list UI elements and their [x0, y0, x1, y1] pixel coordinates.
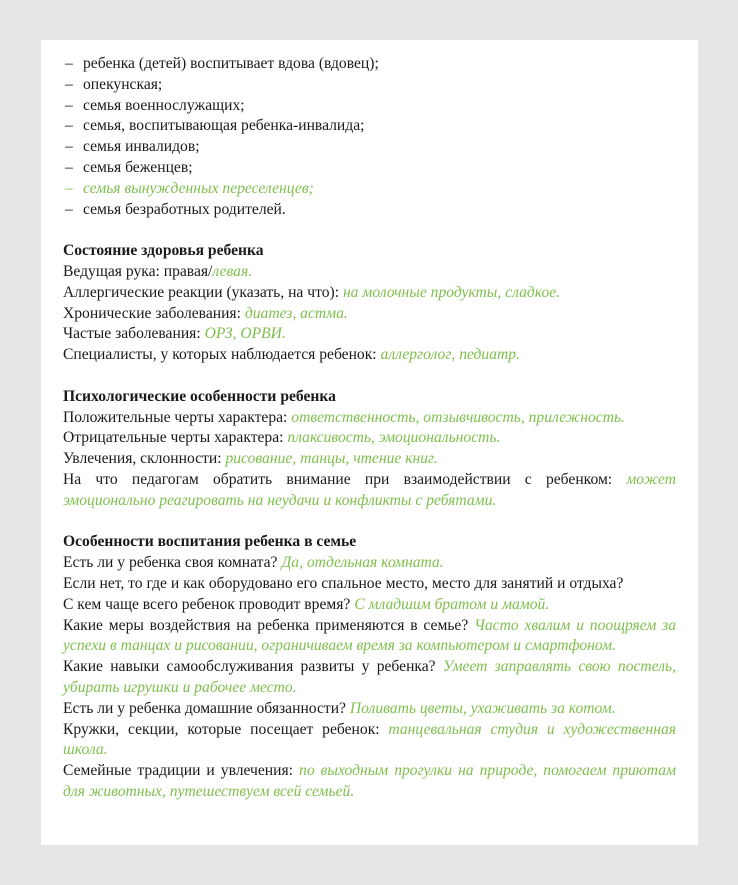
- dash-marker: –: [65, 55, 73, 72]
- field-answer: Да, отдельная комната.: [281, 554, 444, 572]
- field-answer: С младшим братом и мамой.: [354, 595, 550, 613]
- field-answer: ОРЗ, ОРВИ.: [204, 325, 286, 343]
- form-row: [63, 616, 676, 658]
- form-row: [63, 574, 676, 595]
- dash-marker: –: [65, 138, 73, 156]
- form-row: [63, 699, 676, 720]
- dash-marker: –: [65, 158, 73, 176]
- list-item-text: семья инвалидов;: [83, 138, 200, 156]
- dash-marker: –: [65, 75, 73, 93]
- field-label: Есть ли у ребенка домашние обязанности?: [63, 699, 350, 717]
- upbringing-section: [63, 532, 676, 802]
- field-label: На что педагогам обратить внимание при взаимодействии с ребенком:: [63, 470, 627, 488]
- psychology-section: [63, 387, 676, 512]
- form-row: [63, 345, 676, 366]
- list-item: [63, 158, 676, 179]
- field-answer: рисование, танцы, чтение книг.: [225, 450, 438, 468]
- list-item-text: семья военнослужащих;: [83, 96, 245, 114]
- field-answer: может эмоционально реагировать на неудачи и конфликты с ребятами.: [63, 470, 676, 509]
- field-label: Аллергические реакции (указать, на что):: [63, 283, 343, 301]
- form-row: [63, 283, 676, 304]
- field-label: Ведущая рука: правая/: [63, 262, 213, 280]
- family-type-list: [63, 54, 676, 220]
- list-item: [63, 200, 676, 221]
- field-label: Отрицательные черты характера:: [63, 429, 288, 447]
- field-answer: Умеет заправлять свою постель, убирать игрушки и рабочее место.: [63, 658, 677, 696]
- list-item-text: семья безработных родителей.: [83, 200, 286, 218]
- dash-marker: –: [65, 96, 73, 114]
- list-item: [63, 96, 676, 117]
- field-label: С кем чаще всего ребенок проводит время?: [63, 595, 355, 613]
- form-row: [63, 428, 676, 449]
- field-answer: по выходным прогулки на природе, помогаем приютам для животных, путешествуем всей семьей.: [63, 762, 676, 800]
- section-heading: Состояние здоровья ребенка: [63, 242, 264, 260]
- dash-marker: –: [65, 117, 73, 135]
- list-item-text: ребенка (детей) воспитывает вдова (вдовец);: [83, 55, 379, 72]
- field-label: Специалисты, у которых наблюдается ребенок:: [63, 346, 381, 364]
- field-label: Есть ли у ребенка своя комната?: [63, 554, 282, 572]
- list-item: [63, 54, 676, 75]
- form-row: [63, 720, 676, 762]
- list-item: [63, 116, 676, 137]
- field-label: Кружки, секции, которые посещает ребенок:: [63, 720, 389, 738]
- list-item: [63, 75, 676, 96]
- form-row: [63, 595, 676, 616]
- form-row: [63, 324, 676, 345]
- field-label: Какие навыки самообслуживания развиты у ребенка?: [63, 658, 443, 676]
- form-row: [63, 304, 676, 325]
- field-answer: левая.: [212, 262, 253, 280]
- section-heading: Особенности воспитания ребенка в семье: [63, 533, 357, 551]
- dash-marker: –: [65, 179, 73, 197]
- field-answer: ответственность, отзывчивость, прилежность.: [291, 408, 625, 426]
- field-answer: плаксивость, эмоциональность.: [287, 429, 501, 447]
- field-label: Семейные традиции и увлечения:: [63, 762, 300, 780]
- list-item-text: семья, воспитывающая ребенка-инвалида;: [83, 117, 365, 135]
- dash-marker: –: [65, 200, 73, 218]
- field-answer: Часто хвалим и поощряем за успехи в танцах и рисовании, ограничиваем время за компьютером и смартфоном.: [63, 616, 676, 655]
- list-item-text: опекунская;: [83, 75, 163, 93]
- field-label: Частые заболевания:: [63, 325, 205, 343]
- list-item-selected: [63, 179, 676, 200]
- list-item-text: семья вынужденных переселенцев;: [83, 179, 314, 197]
- form-row: [63, 470, 676, 512]
- list-item: [63, 137, 676, 158]
- section-heading: Психологические особенности ребенка: [63, 387, 336, 405]
- form-row: [63, 761, 676, 803]
- field-label: Если нет, то где и как оборудовано его спальное место, место для занятий и отдыха?: [63, 574, 624, 592]
- field-answer: диатез, астма.: [244, 304, 348, 322]
- field-answer: на молочные продукты, сладкое.: [342, 283, 561, 301]
- field-label: Хронические заболевания:: [63, 304, 245, 322]
- form-row: [63, 553, 676, 574]
- field-label: Положительные черты характера:: [63, 408, 292, 426]
- field-answer: аллерголог, педиатр.: [380, 346, 520, 364]
- form-row: [63, 408, 676, 429]
- field-label: Увлечения, склонности:: [63, 450, 226, 468]
- field-answer: танцевальная студия и художественная школа.: [63, 720, 676, 759]
- list-item-text: семья беженцев;: [83, 158, 193, 176]
- field-answer: Поливать цветы, ухаживать за котом.: [349, 699, 616, 717]
- document-page: [41, 40, 698, 845]
- form-row: [63, 657, 676, 699]
- form-row: [63, 262, 676, 283]
- field-label: Какие меры воздействия на ребенка применяются в семье?: [63, 616, 475, 634]
- health-section: [63, 241, 676, 366]
- form-row: [63, 449, 676, 470]
